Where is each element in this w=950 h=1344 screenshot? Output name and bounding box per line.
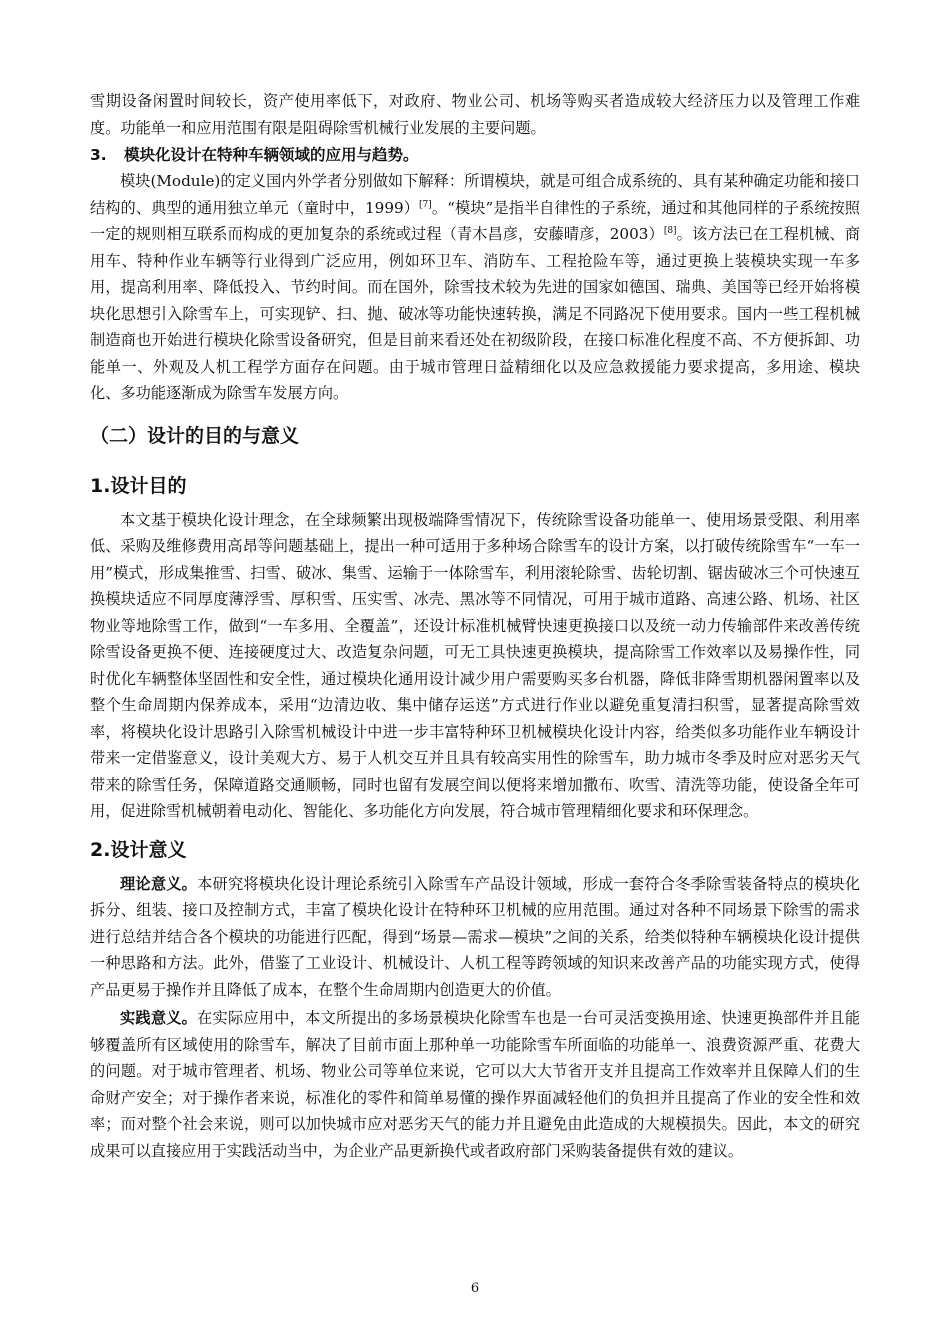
- paragraph-design-purpose: 本文基于模块化设计理念，在全球频繁出现极端降雪情况下，传统除雪设备功能单一、使用场景受限、利用率低、采购及维修费用高昂等问题基础上，提出一种可适用于多种场合除雪车的设计方案，以打破传统除雪车“一车一用”模式，形成集推雪、扫雪、破冰、集雪、运输于一体除雪车，利用滚轮除雪、齿轮切割、锯齿破冰三个可快速互换模块适应不同厚度薄浮雪、厚积雪、压实雪、冰壳、黑冰等不同情况，可用于城市道路、高速公路、机场、社区物业等地除雪工作，做到“一车多用、全覆盖”，还设计标准机械臂快速更换接口以及统一动力传输部件来改善传统除雪设备更换不便、连接硬度过大、改造复杂问题，可无工具快速更换模块，提高除雪工作效率以及易操作性，同时优化车辆整体坚固性和安全性，通过模块化通用设计减少用户需要购买多台机器，降低非降雪期机器闲置率以及整个生命周期内保养成本，采用“边清边收、集中储存运送”方式进行作业以避免重复清扫积雪，显著提高除雪效率，将模块化设计思路引入除雪机械设计中进一步丰富特种环卫机械模块化设计内容，给类似多功能作业车辆设计带来一定借鉴意义，设计美观大方、易于人机交互并且具有较高实用性的除雪车，助力城市冬季及时应对恶劣天气带来的除雪任务，保障道路交通顺畅，同时也留有发展空间以便将来增加撒布、吹雪、清洗等功能，使设备全年可用，促进除雪机械朝着电动化、智能化、多功能化方向发展，符合城市管理精细化要求和环保理念。: [90, 510, 860, 820]
- design-purpose-heading: 1.设计目的: [90, 474, 187, 497]
- text-run: 在实际应用中，本文所提出的多场景模块化除雪车也是一台可灵活变换用途、快速更换部件并且能够覆盖所有区域使用的除雪车，解决了目前市面上那种单一功能除雪车所面临的功能单一、浪费资源严重、花费大的问题。对于城市管理者、机场、物业公司等单位来说，它可以大大节省开支并且提高工作效率并且保障人们的生命财产安全；对于操作者来说，标准化的零件和简单易懂的操作界面减轻他们的负担并且提高了作业的安全性和效率；而对整个社会来说，则可以加快城市应对恶劣天气的能力并且避免由此造成的大规模损失。因此，本文的研究成果可以直接应用于实践活动当中，为企业产品更新换代或者政府部门采购装备提供有效的建议。: [90, 1009, 861, 1160]
- citation-ref: [7]: [419, 199, 432, 210]
- paragraph-theoretical-meaning: [90, 871, 860, 1004]
- lead-label: 理论意义。: [120, 874, 198, 893]
- paragraph-continued: 雪期设备闲置时间较长，资产使用率低下，对政府、物业公司、机场等购买者造成较大经济压力以及管理工作难度。功能单一和应用范围有限是阻碍除雪机械行业发展的主要问题。: [90, 92, 860, 137]
- text-run: 。该方法已在工程机械、商用车、特种作业车辆等行业得到广泛应用，例如环卫车、消防车、工程抢险车等，通过更换上装模块实现一车多用，提高利用率、降低投入、节约时间。而在国外，除雪技术较为先进的国家如德国、瑞典、美国等已经开始将模块化思想引入除雪车上，可实现铲、扫、抛、破冰等功能快速转换，满足不同路况下使用要求。国内一些工程机械制造商也开始进行模块化除雪设备研究，但是目前来看还处在初级阶段，在接口标准化程度不高、不方便拆卸、功能单一、外观及人机工程学方面存在问题。由于城市管理日益精细化以及应急救援能力要求提高，多用途、模块化、多功能逐渐成为除雪车发展方向。: [90, 225, 861, 402]
- page-content: [90, 88, 860, 1164]
- heading-text: 模块化设计在特种车辆领域的应用与趋势。: [124, 146, 419, 164]
- paragraph-module-definition: [90, 168, 860, 407]
- lead-label: 实践意义。: [120, 1009, 198, 1027]
- design-meaning-heading: 2.设计意义: [90, 838, 187, 861]
- text-run: 。“模块”是指半自律性的子系统，通过和其他同样的子系统按照一定的规则相互联系而构成的更加复杂的系统或过程（青木昌彦，安藤晴彦，2003）: [90, 198, 860, 243]
- text-run: 模块(Module)的定义国内外学者分别做如下解释：所谓模块，就是可组合成系统的、具有某种确定功能和接口结构的、典型的通用独立单元（童时中，1999）: [90, 172, 860, 217]
- citation-ref: [8]: [663, 225, 677, 236]
- subsection-heading-3: [90, 142, 860, 168]
- section-heading: （二）设计的目的与意义: [90, 424, 300, 447]
- page-number: 6: [470, 1281, 480, 1296]
- paragraph-practical-meaning: [90, 1005, 860, 1164]
- text-run: 本研究将模块化设计理论系统引入除雪车产品设计领域，形成一套符合冬季除雪装备特点的模块化拆分、组装、接口及控制方式，丰富了模块化设计在特种环卫机械的应用范围。通过对各种不同场景下除雪的需求进行总结并结合各个模块的功能进行匹配，得到“场景—需求—模块”之间的关系，给类似特种车辆模块化设计提供一种思路和方法。此外，借鉴了工业设计、机械设计、人机工程等跨领域的知识来改善产品的功能实现方式，使得产品更易于操作并且降低了成本，在整个生命周期内创造更大的价值。: [90, 874, 861, 999]
- heading-number: 3.: [90, 146, 107, 164]
